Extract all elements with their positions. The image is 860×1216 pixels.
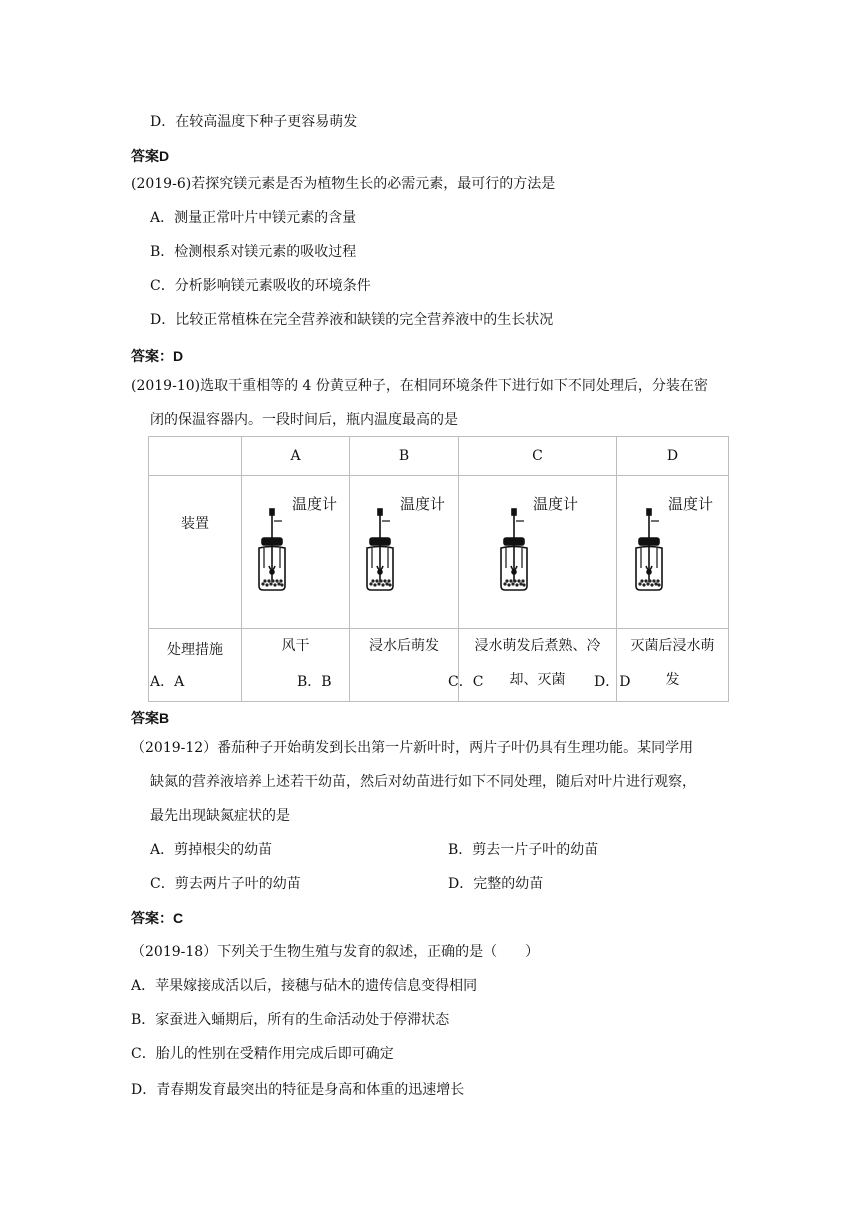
treatment-c-line1: 浸水萌发后煮熟、冷	[474, 638, 601, 654]
q12-option-c: C．剪去两片子叶的幼苗	[150, 876, 301, 892]
treatment-c-line2: 却、灭菌	[509, 672, 566, 688]
table-header-b: B	[350, 437, 459, 476]
option-d-prev: D．在较高温度下种子更容易萌发	[150, 114, 358, 130]
table-treatment-row	[149, 629, 729, 702]
q10-option-b: B．B	[297, 674, 332, 690]
table-corner-cell	[149, 437, 242, 476]
q10-option-d: D．D	[594, 674, 631, 690]
thermometer-label-b: 温度计	[400, 495, 446, 513]
q6-option-d: D．比较正常植株在完全营养液和缺镁的完全营养液中的生长状况	[150, 312, 554, 328]
q10-option-c: C．C	[448, 674, 484, 690]
treatment-d-line1: 灭菌后浸水萌	[630, 638, 715, 654]
thermos-flask-icon	[633, 502, 713, 602]
treatment-cell-b	[350, 629, 459, 702]
q18-option-b: B．家蚕进入蛹期后，所有的生命活动处于停滞状态	[131, 1012, 450, 1028]
q10-stem-line2: 闭的保温容器内。一段时间后，瓶内温度最高的是	[150, 412, 458, 428]
q10-option-a: A．A	[150, 674, 185, 690]
q18-stem: （2019-18）下列关于生物生殖与发育的叙述，正确的是（ ）	[131, 944, 540, 960]
q12-option-b: B．剪去一片子叶的幼苗	[448, 842, 599, 858]
thermos-flask-icon	[364, 502, 444, 602]
thermometer-label-c: 温度计	[533, 495, 579, 513]
treatment-b-line1: 浸水后萌发	[369, 638, 439, 654]
treatment-d-line2: 发	[665, 672, 680, 688]
thermometer-label-a: 温度计	[292, 495, 338, 513]
table-header-c: C	[459, 437, 617, 476]
q18-option-c: C．胎儿的性别在受精作用完成后即可确定	[131, 1046, 394, 1062]
q10-stem-line1: (2019-10)选取干重相等的 4 份黄豆种子，在相同环境条件下进行如下不同处理后，分装在密	[131, 378, 708, 394]
thermos-flask-icon	[256, 502, 336, 602]
q6-option-c: C．分析影响镁元素吸收的环境条件	[150, 278, 371, 294]
experiment-table	[148, 436, 729, 702]
table-header-d: D	[617, 437, 729, 476]
q6-option-b: B．检测根系对镁元素的吸收过程	[150, 244, 357, 260]
q6-answer: 答案：D	[131, 348, 184, 364]
q12-answer: 答案：C	[131, 910, 184, 926]
device-row-label: 装置	[149, 476, 242, 629]
q18-option-d: D．青春期发育最突出的特征是身高和体重的迅速增长	[131, 1082, 465, 1098]
treatment-a-line1: 风干	[281, 638, 310, 654]
treatment-row-label: 处理措施	[149, 629, 242, 702]
q6-stem: (2019-6)若探究镁元素是否为植物生长的必需元素，最可行的方法是	[131, 176, 556, 192]
answer-prev: 答案D	[131, 148, 170, 164]
q6-option-a: A．测量正常叶片中镁元素的含量	[150, 210, 357, 226]
q12-stem-line2: 缺氮的营养液培养上述若干幼苗，然后对幼苗进行如下不同处理，随后对叶片进行观察，	[150, 774, 696, 790]
treatment-cell-a	[242, 629, 350, 702]
treatment-cell-d	[617, 629, 729, 702]
q12-stem-line3: 最先出现缺氮症状的是	[150, 808, 290, 824]
q12-stem-line1: （2019-12）番茄种子开始萌发到长出第一片新叶时，两片子叶仍具有生理功能。某同学用	[131, 740, 694, 756]
table-header-row	[149, 437, 729, 476]
q12-option-a: A．剪掉根尖的幼苗	[150, 842, 273, 858]
q10-answer: 答案B	[131, 710, 170, 726]
q18-option-a: A．苹果嫁接成活以后，接穗与砧木的遗传信息变得相同	[131, 978, 478, 994]
q12-option-d: D．完整的幼苗	[448, 876, 544, 892]
thermometer-label-d: 温度计	[668, 495, 714, 513]
table-header-a: A	[242, 437, 350, 476]
thermos-flask-icon	[498, 502, 578, 602]
